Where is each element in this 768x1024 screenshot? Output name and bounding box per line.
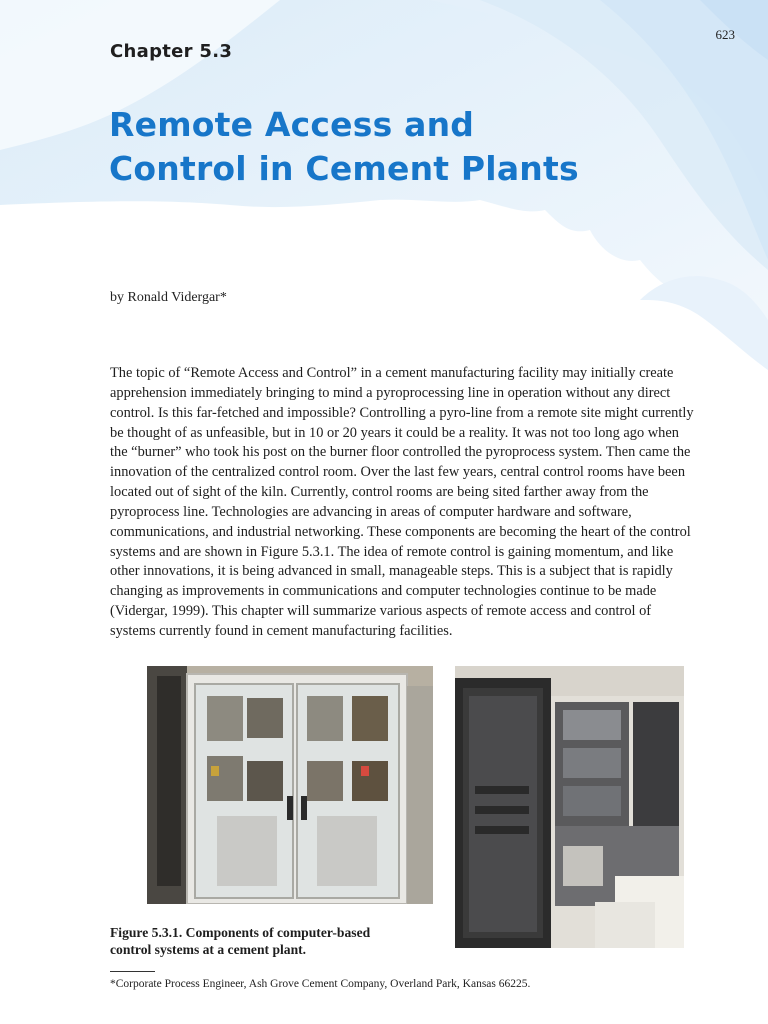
footnote: *Corporate Process Engineer, Ash Grove Cement Company, Overland Park, Kansas 66225. (110, 978, 531, 990)
photo-control-cabinets (147, 666, 433, 904)
figure-caption (110, 924, 420, 958)
chapter-title-line-2: Control in Cement Plants (109, 149, 579, 188)
page-number: 623 (715, 27, 735, 42)
photo-server-racks (455, 666, 684, 948)
intro-paragraph: The topic of “Remote Access and Control” in a cement manufacturing facility may initially create apprehension immediately bringing to mind a pyroprocessing line in operation without any direct control. Is this far-fetched and impossible? Controlling a pyro-line from a remote site might currently be thought of as unfeasible, but in 10 or 20 years it could be a reality. It was not too long ago when the “burner” who took his post on the burner floor controlled the pyroprocess system. Then came the innovation of the centralized control room. Over the last few years, central control rooms have been located out of sight of the kiln. Currently, control rooms are being sited farther away from the pyroprocess line. Technologies are advancing in areas of computer hardware and software, communications, and industrial networking. These components are becoming the heart of the control systems and are shown in Figure 5.3.1. The idea of remote control is gaining momentum, and like other innovations, it is being advanced in small, manageable steps. This is a subject that is rapidly changing as improvements in communications and computer technologies continue to be made (Vidergar, 1999). This chapter will summarize various aspects of remote access and control of systems currently found in cement manufacturing facilities. (110, 365, 694, 639)
figure-caption-line-2: control systems at a cement plant. (110, 942, 307, 957)
chapter-title-line-1: Remote Access and (109, 105, 475, 144)
author-byline: by Ronald Vidergar* (110, 290, 227, 305)
figure-caption-line-1: Figure 5.3.1. Components of computer-based (110, 925, 371, 940)
chapter-label: Chapter 5.3 (110, 41, 233, 62)
chapter-title (109, 103, 729, 191)
footnote-divider (110, 971, 155, 972)
